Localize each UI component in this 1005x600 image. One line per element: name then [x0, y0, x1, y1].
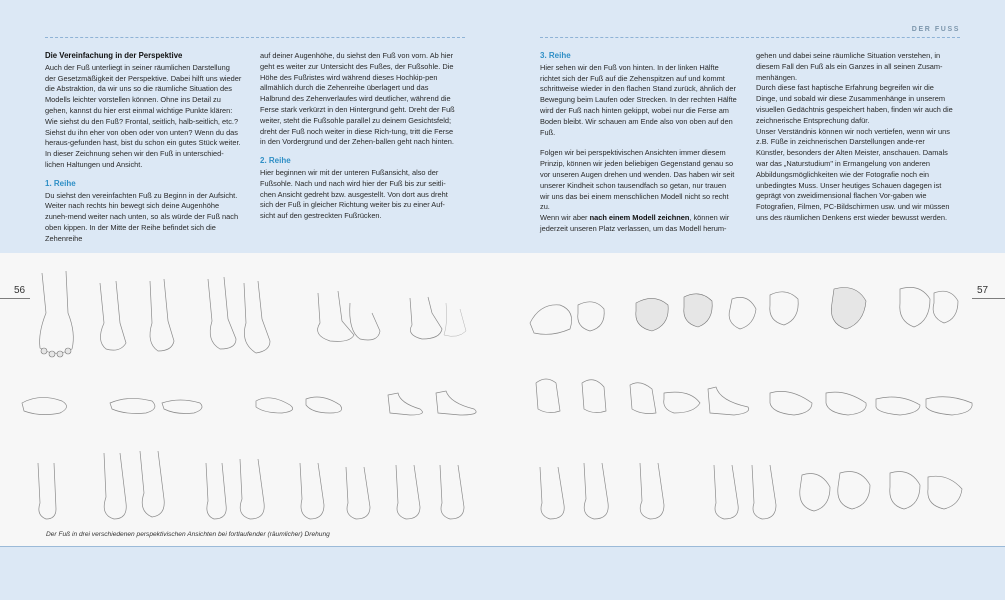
paragraph: Unser Verständnis können wir noch vertiefen, wenn wir uns z.B. Füße in zeichnerischen Darstellungen ande-rer Künstler, besonders der Alten Meister, anschauen. Damals war das „Naturstudium" in Ermangelung von anderen Abbildungsmöglichkeiten wie der Fotografie noch ein unbedingtes Muss. Unser heutiges Schauen dagegen ist geprägt von zweidimensional flachen Vor-gaben wie Fotografien, Filmen, PC-Bildschirmen usw. und wir müssen uns des räumlichen Denkens erst wieder bewusst werden.	[756, 126, 950, 222]
paragraph: In dieser Zeichnung sehen wir den Fuß in unterschied-lichen Haltungen und Ansicht.	[45, 149, 224, 169]
bold-text-run: nach einem Modell zeichnen	[589, 213, 690, 223]
page-number-left: 56	[14, 285, 26, 296]
section-heading: Die Vereinfachung in der Perspektive	[45, 51, 183, 60]
top-rule-left	[45, 37, 465, 38]
page-number-rule-left	[0, 298, 30, 299]
foot-sketch-drawing	[0, 253, 1005, 546]
sketch-row-3-right	[540, 463, 962, 519]
top-rule-right	[540, 37, 960, 38]
paragraph	[540, 213, 737, 235]
row-heading-1: 1. Reihe	[45, 178, 76, 188]
paragraph: Du siehst den vereinfachten Fuß zu Beginn in der Aufsicht. Weiter nach rechts hin bewegt sich deine Augenhöhe zuneh-mend weiter nach unten, so als würde der Fuß nach oben kippen. In der Mitte der Reihe befindet sich die Zehenreihe	[45, 190, 239, 243]
sketch-row-1-right	[530, 287, 958, 334]
text-column-4	[756, 51, 953, 224]
paragraph: Auch der Fuß unterliegt in seiner räumlichen Darstellung der Gesetzmäßigkeit der Perspektive. Dabei hilft uns wieder die Abstraktion, da wir uns so die räumliche Situation des Modells leichter vorstellen können. Ohne ins Detail zu gehen, kannst du hier erst einmal wichtige Punkte klären: Wie siehst du den Fuß? Frontal, seitlich, halb-seitlich, etc.? Siehst du ihn eher von oben oder von unten? Wenn du das heraus-gefunden hast, bist du schon ein gutes Stück weiter.	[45, 62, 242, 148]
sketch-row-1-left	[40, 271, 466, 357]
text-column-1	[45, 51, 242, 245]
text-run: , können wir jederzeit unseren Platz verlassen, um das Modell herum-	[540, 213, 730, 233]
text-run: Wenn wir aber	[540, 213, 590, 223]
paragraph: Durch diese fast haptische Erfahrung begreifen wir die Dinge, und sobald wir diese Zusammenhänge in unserem visuellen Gedächtnis gespeichert haben, finden wir auch die zeichnerische Entsprechung dafür.	[756, 83, 953, 125]
sketch-row-2-right	[536, 379, 972, 415]
figure-caption: Der Fuß in drei verschiedenen perspektivischen Ansichten bei fortlaufender (räumlicher) Drehung	[46, 531, 330, 538]
paragraph: Folgen wir bei perspektivischen Ansichten immer diesem Prinzip, können wir jeden beliebigen Gegenstand genau so vor unseren Augen drehen und wenden. Das haben wir seit unserer Kindheit schon tausendfach so getan, nur trauen wir uns das bei einem menschlichen Modell nicht so recht zu.	[540, 148, 735, 212]
paragraph: Hier sehen wir den Fuß von hinten. In der linken Hälfte richtet sich der Fuß auf die Zehenspitzen auf und kommt schrittweise wieder in den flachen Stand zurück, ähnlich der Bewegung beim Laufen oder Strecken. In der rechten Hälfte wird der Fuß nach hinten gekippt, wobei nur die Ferse am Boden bleibt. Wir schauen am Ende also von oben auf den Fuß.	[540, 62, 737, 137]
paragraph: gehen und dabei seine räumliche Situation verstehen, in diesem Fall den Fuß als ein Ganzes in all seinen Zusam-menhängen.	[756, 51, 943, 82]
text-column-3	[540, 51, 737, 235]
page-number-right: 57	[977, 285, 989, 296]
bottom-margin	[0, 547, 1005, 600]
paragraph: Hier beginnen wir mit der unteren Fußansicht, also der Fußsohle. Nach und nach wird hier der Fuß bis zur seitli-chen Ansicht gedreht bzw. ausgestellt. Von dort aus dreht sich der Fuß in gleicher Richtung weiter bis zu einer Auf-sicht auf den gestreckten Fußrücken.	[260, 167, 448, 221]
sketch-row-3-left	[38, 451, 464, 519]
text-column-2	[260, 51, 457, 222]
row-heading-3: 3. Reihe	[540, 51, 571, 60]
sketch-row-2-left	[22, 391, 476, 415]
paragraph: auf deiner Augenhöhe, du siehst den Fuß von vorn. Ab hier geht es weiter zur Untersicht des Fußes, der Fußsohle. Die Höhe des Fußristes wird während dieses Hochkip-pen allmählich durch die Zehenreihe überlagert und das Halbrund des Zehenverlaufes wird deutlicher, während die Ferse stark verkürzt in den Hintergrund geht. Dreht der Fuß weiter, steht die Fußsohle parallel zu deinem Gesichtsfeld; dreht der Fuß noch weiter in diese Rich-tung, tritt die Ferse in den Vordergrund und der Zehen-ballen geht nach hinten.	[260, 51, 455, 147]
running-head: DER FUSS	[911, 26, 960, 33]
row-heading-2: 2. Reihe	[260, 156, 291, 166]
page-number-rule-right	[972, 298, 1005, 299]
